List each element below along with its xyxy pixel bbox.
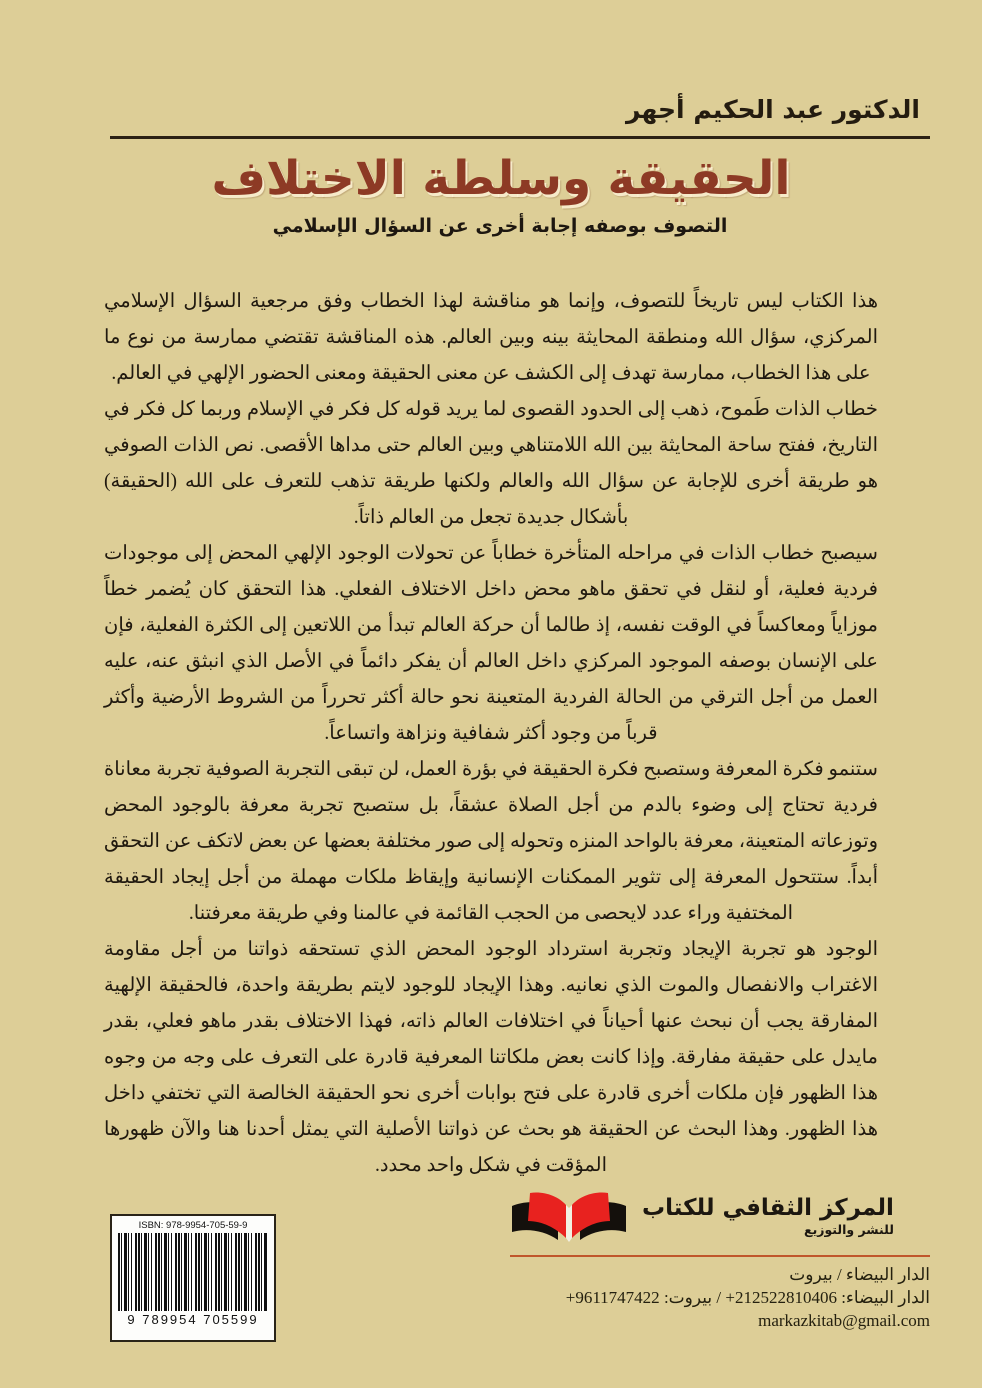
publisher-names bbox=[642, 1196, 894, 1238]
publisher-divider bbox=[510, 1255, 930, 1257]
page-title: الحقيقة وسلطة الاختلاف bbox=[211, 151, 791, 206]
header-divider bbox=[110, 136, 930, 139]
cover-footer bbox=[0, 1180, 982, 1350]
blurb-paragraph: ستنمو فكرة المعرفة وستصبح فكرة الحقيقة في بؤرة العمل، لن تبقى التجربة الصوفية تجربة معاناة فردية تحتاج إلى وضوء بالدم من أجل الصلاة عشقاً، بل ستصبح تجربة معرفة بالوجود المحض وتوزعاته المتعينة، معرفة بالواحد المنزه وتحوله إلى صور مختلفة بعضها عن بعض لاتكف عن التحقق أبداً. ستتحول المعرفة إلى تثوير الممكنات الإنسانية وإيقاظ ملكات مهملة من أجل إيجاد الحقيقة المختفية وراء عدد لايحصى من الحجب القائمة في عالمنا وفي طريقة معرفتنا. bbox=[104, 759, 878, 924]
blurb-paragraph: خطاب الذات طَموح، ذهب إلى الحدود القصوى لما يريد قوله كل فكر في الإسلام وربما كل فكر في التاريخ، ففتح ساحة المحايثة بين الله اللامتناهي وبين العالم حتى مداها الأقصى. نص الذات الصوفي هو طريقة أخرى للإجابة عن سؤال الله والعالم ولكنها طريقة تذهب للتعرف على الله (الحقيقة) بأشكال جديدة تجعل من العالم ذاتاً. bbox=[104, 399, 878, 528]
author-name: الدكتور عبد الحكيم أجهر bbox=[625, 95, 920, 124]
back-cover-blurb bbox=[104, 284, 878, 1184]
publisher-logo-row bbox=[510, 1186, 930, 1248]
book-subtitle: التصوف بوصفه إجابة أخرى عن السؤال الإسلامي bbox=[272, 215, 728, 238]
blurb-paragraph: هذا الكتاب ليس تاريخاً للتصوف، وإنما هو مناقشة لهذا الخطاب وفق مرجعية السؤال الإسلامي المركزي، سؤال الله ومنطقة المحايثة بينه وبين العالم. هذه المناقشة تقتضي ممارسة من نوع ما على هذا الخطاب، ممارسة تهدف إلى الكشف عن معنى الحقيقة ومعنى الحضور الإلهي في العالم. bbox=[104, 291, 878, 384]
publisher-phone-line: الدار البيضاء: 212522810406+ / بيروت: 9611747422+ bbox=[565, 1288, 930, 1307]
open-book-logo-icon bbox=[510, 1188, 628, 1246]
cover-header bbox=[52, 95, 930, 237]
barcode-digits: 9 789954 705599 bbox=[127, 1312, 259, 1327]
publisher-name: المركز الثقافي للكتاب bbox=[642, 1194, 894, 1221]
isbn-barcode bbox=[110, 1214, 276, 1342]
publisher-contact bbox=[510, 1263, 930, 1332]
publisher-email: markazkitab@gmail.com bbox=[758, 1311, 930, 1330]
publisher-city-line: الدار البيضاء / بيروت bbox=[789, 1265, 930, 1284]
blurb-paragraph: سيصبح خطاب الذات في مراحله المتأخرة خطاباً عن تحولات الوجود الإلهي المحض إلى موجودات فردية فعلية، أو لنقل في تحقق ماهو محض داخل الاختلاف الفعلي. هذا التحقق كان يُضمر خطاً موزاياً ومعاكساً في الوقت نفسه، إذ طالما أن حركة العالم تبدأ من اللاتعين إلى الكثرة الفعلية، فإن على الإنسان بوصفه الموجود المركزي داخل العالم أن يفكر دائماً في الأصل الذي انبثق عنه، عليه العمل من أجل الترقي من الحالة الفردية المتعينة نحو حالة أكثر تحرراً من الشروط الأرضية وأكثر قرباً من وجود أكثر شفافية ونزاهة واتساعاً. bbox=[104, 543, 878, 744]
publisher-tagline: للنشر والتوزيع bbox=[804, 1222, 894, 1237]
blurb-paragraph: الوجود هو تجربة الإيجاد وتجربة استرداد الوجود المحض الذي تستحقه ذواتنا من أجل مقاومة الاغتراب والانفصال والموت الذي نعانيه. وهذا الإيجاد للوجود لايتم بطريقة واحدة، فالحقيقة الإلهية المفارقة يجب أن نبحث عنها أحياناً في اختلافات العالم ذاته، فهذا الاختلاف بقدر ماهو فعلي، بقدر مايدل على حقيقة مفارقة. وإذا كانت بعض ملكاتنا المعرفية قادرة على التعرف على وجه من وجوه هذا الظهور فإن ملكات أخرى قادرة على فتح بوابات أخرى نحو الحقيقة الخالصة التي تختفي داخل هذا الظهور. وهذا البحث عن الحقيقة هو بحث عن ذواتنا الأصلية التي يمثل أحدنا هنا والآن ظهورها المؤقت في شكل واحد محدد. bbox=[104, 939, 878, 1176]
isbn-label: ISBN: 978-9954-705-59-9 bbox=[138, 1220, 248, 1231]
publisher-block bbox=[510, 1186, 930, 1332]
barcode-bars-icon bbox=[118, 1233, 268, 1311]
